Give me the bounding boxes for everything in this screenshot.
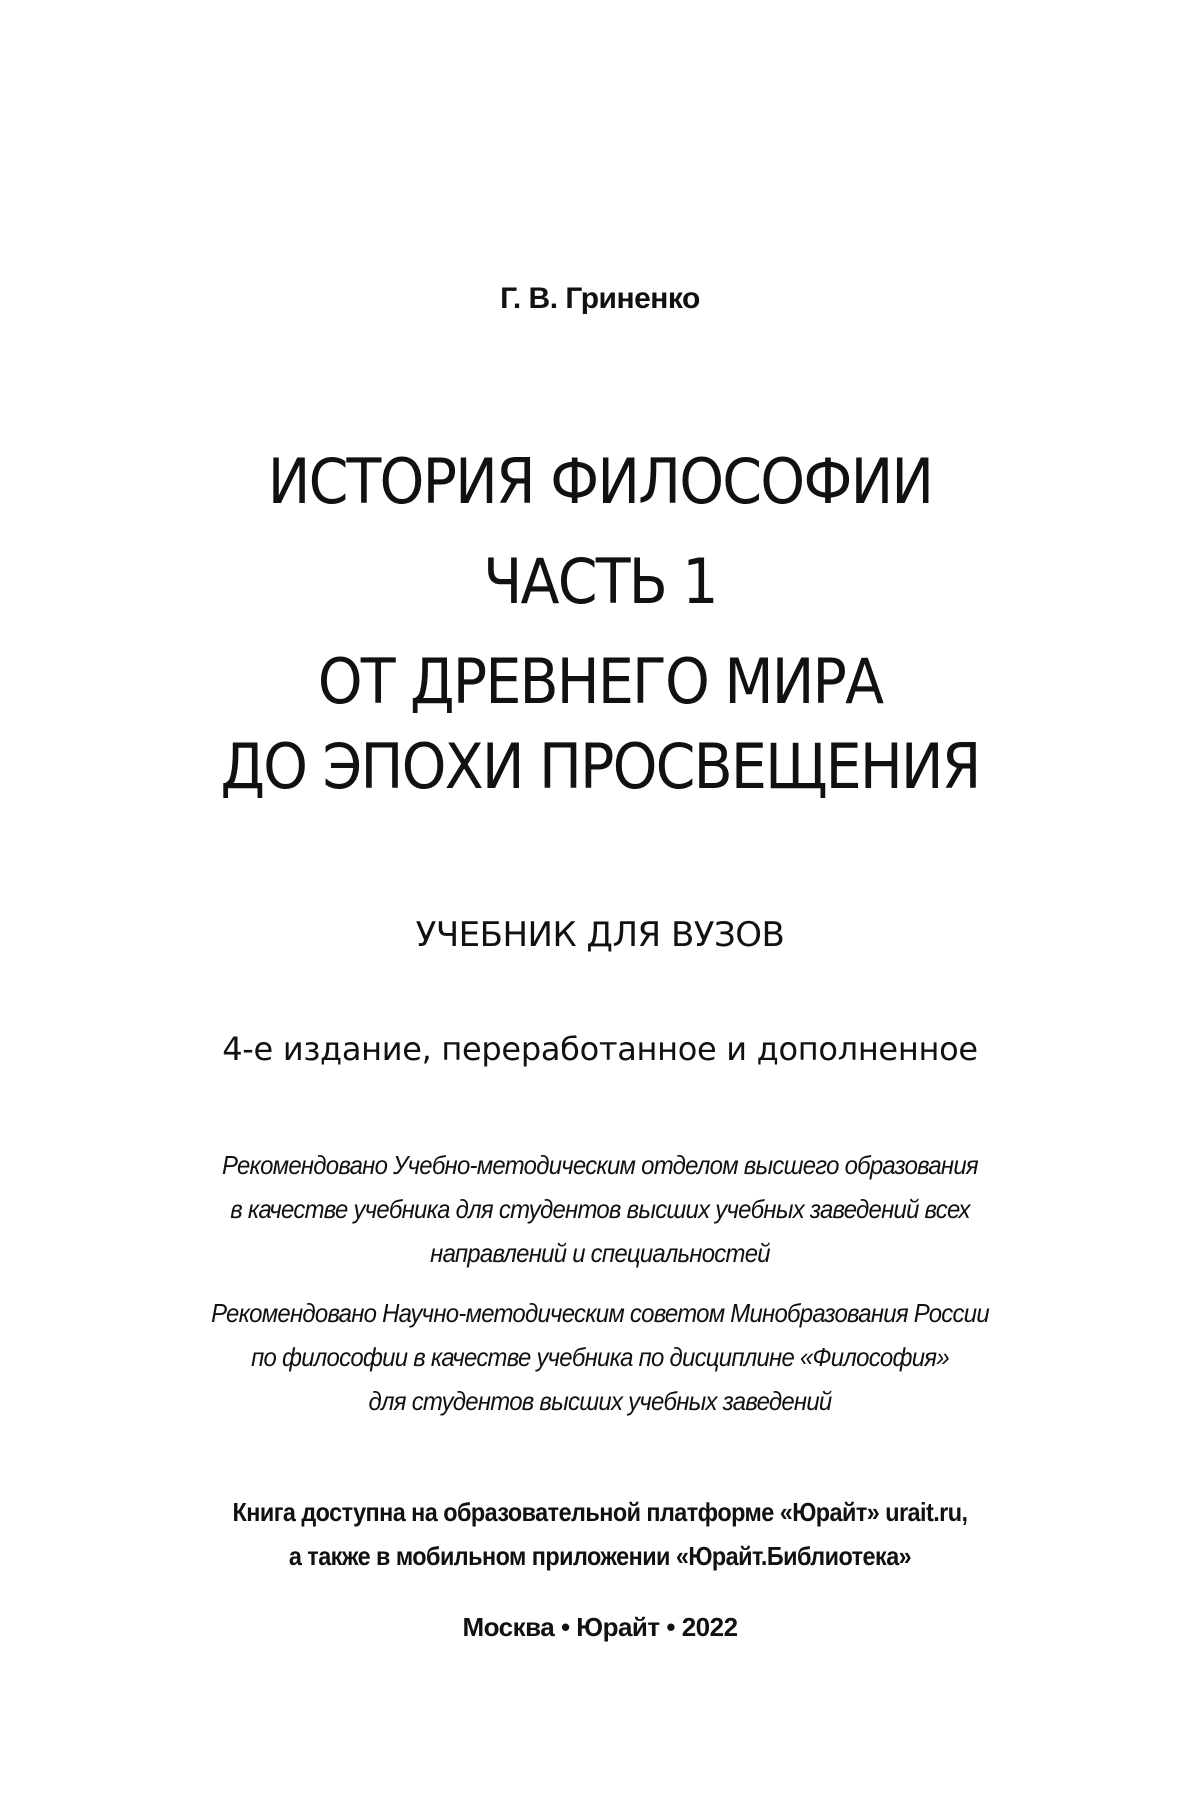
title-line-1: ИСТОРИЯ ФИЛОСОФИИ bbox=[267, 445, 933, 518]
recommendation-line: в качестве учебника для студентов высших учебных заведений всех bbox=[230, 1194, 970, 1224]
author-name: Г. В. Гриненко bbox=[500, 282, 700, 315]
availability-line-2: а также в мобильном приложении «Юрайт.Библиотека» bbox=[288, 1541, 912, 1571]
recommendation-line: для студентов высших учебных заведений bbox=[368, 1386, 832, 1416]
recommendation-line: направлений и специальностей bbox=[430, 1238, 770, 1268]
title-line-2: ЧАСТЬ 1 bbox=[483, 545, 717, 618]
availability-line-1: Книга доступна на образовательной платформе «Юрайт» urait.ru, bbox=[232, 1497, 968, 1527]
book-genre: УЧЕБНИК ДЛЯ ВУЗОВ bbox=[415, 915, 785, 955]
recommendation-line: Рекомендовано Учебно-методическим отделом высшего образования bbox=[222, 1150, 978, 1180]
title-line-3: ОТ ДРЕВНЕГО МИРА bbox=[317, 645, 883, 718]
recommendation-line: Рекомендовано Научно-методическим советом Минобразования России bbox=[211, 1298, 989, 1328]
title-line-4: ДО ЭПОХИ ПРОСВЕЩЕНИЯ bbox=[220, 730, 980, 803]
publisher-imprint: Москва • Юрайт • 2022 bbox=[462, 1612, 738, 1642]
recommendation-line: по философии в качестве учебника по дисциплине «Философия» bbox=[251, 1342, 949, 1372]
edition-info: 4-е издание, переработанное и дополненное bbox=[222, 1030, 978, 1068]
